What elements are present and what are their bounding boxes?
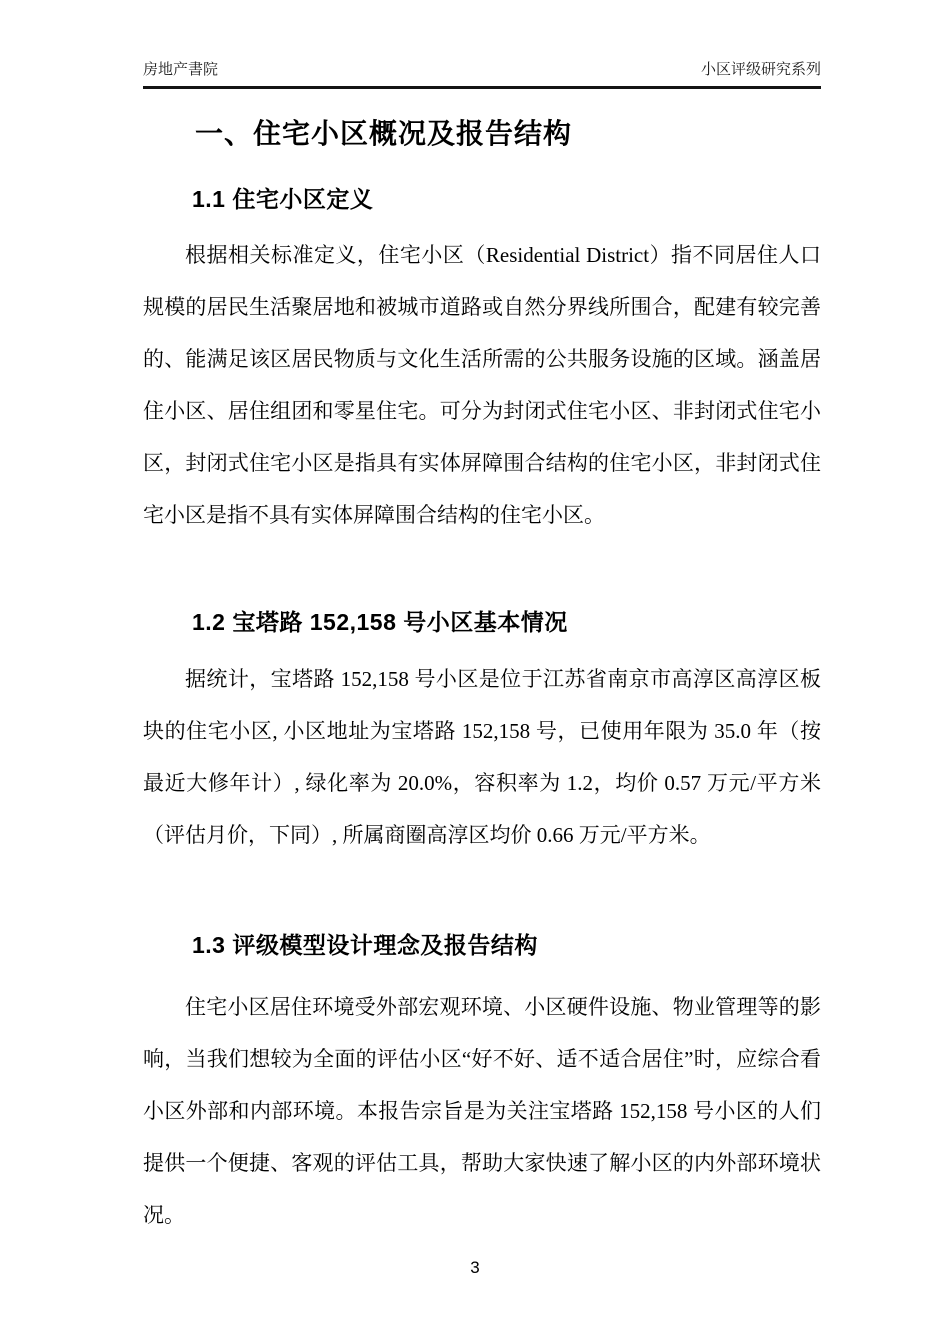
section-title-1-3: 1.3 评级模型设计理念及报告结构 bbox=[192, 932, 538, 958]
section-title-1-1: 1.1 住宅小区定义 bbox=[192, 186, 374, 212]
page-footer bbox=[0, 1258, 950, 1278]
section-title-1-2: 1.2 宝塔路 152,158 号小区基本情况 bbox=[192, 609, 568, 635]
page-number: 3 bbox=[470, 1258, 480, 1277]
header-right-text: 小区评级研究系列 bbox=[700, 61, 821, 78]
paragraph-rating-model: 住宅小区居住环境受外部宏观环境、小区硬件设施、物业管理等的影响，当我们想较为全面的评估小区“好不好、适不适合居住”时，应综合看小区外部和内部环境。本报告宗旨是为关注宝塔路 152,158 号小区的人们提供一个便捷、客观的评估工具，帮助大家快速了解小区的内外部环境状况。 bbox=[143, 995, 821, 1227]
main-section-title: 一、住宅小区概况及报告结构 bbox=[195, 118, 573, 149]
header-left-text: 房地产書院 bbox=[143, 61, 219, 78]
paragraph-basic-info: 据统计，宝塔路 152,158 号小区是位于江苏省南京市高淳区高淳区板块的住宅小区, 小区地址为宝塔路 152,158 号，已使用年限为 35.0 年（按最近大修年计）, 绿化率为 20.0%，容积率为 1.2，均价 0.57 万元/平方米（评估月价，下同）, 所属商圈高淳区均价 0.66 万元/平方米。 bbox=[143, 667, 821, 847]
page-header bbox=[143, 58, 821, 89]
paragraph-definition: 根据相关标准定义，住宅小区（Residential District）指不同居住人口规模的居民生活聚居地和被城市道路或自然分界线所围合，配建有较完善的、能满足该区居民物质与文化生活所需的公共服务设施的区域。涵盖居住小区、居住组团和零星住宅。可分为封闭式住宅小区、非封闭式住宅小区，封闭式住宅小区是指具有实体屏障围合结构的住宅小区，非封闭式住宅小区是指不具有实体屏障围合结构的住宅小区。 bbox=[143, 243, 821, 527]
